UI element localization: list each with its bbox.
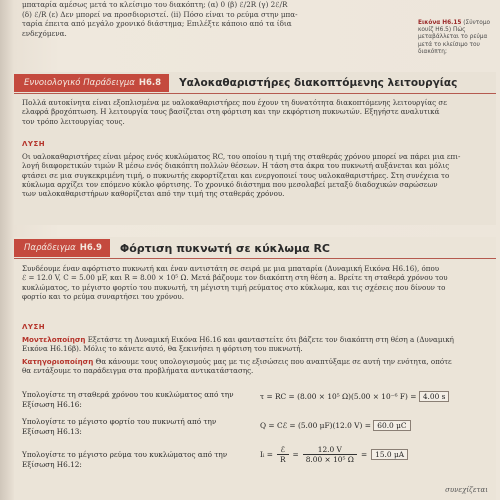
conceptual-example-box [14, 72, 496, 225]
fraction: $\frac{12.0 V}{\text{8.00 × 10⁵ Ω}}$ [303, 445, 357, 464]
calc-step-max-charge: Υπολογίστε το μέγιστο φορτίο του πυκνωτή από την Εξίσωση Η6.13: [22, 417, 217, 436]
continued-label: συνεχίζεται [445, 486, 488, 494]
formula-time-constant: τ = RC = (8.00 × 10⁵ Ω)(5.00 × 10⁻⁶ F) = 4.00 s [260, 391, 449, 402]
formula-max-current: Iᵢ = $\frac{\text{ℰ}}{R}$ = $\frac{12.0 V}{\text{8.00 × 10⁵ Ω}}$ = 15.0 μA [260, 445, 408, 464]
formula-max-charge: Q = Cℰ = (5.00 μF)(12.0 V) = 60.0 μC [260, 420, 411, 431]
example-intro: Πολλά αυτοκίνητα είναι εξοπλισμένα με υαλοκαθαριστήρες που έχουν τη δυνατότητα διακοπτόμενης λειτουργίας σε ελαφρά βροχόπτωση. Η λειτουργία τους βασίζεται στη φόρτιση και την εκφόρτιση πυκνωτών. Εξηγήστε αναλυτικά τον τρόπο λειτουργίας τους. [22, 98, 447, 126]
top-question-text: μπαταρία αμέσως μετά το κλείσιμο του διακόπτη; (α) 0 (β) ℰ/2R (γ) 2ℰ/R (δ) ℰ/R (ε) Δεν μπορεί να προσδιοριστεί. (ii) Πόσο είναι το ρεύμα στην μπα- ταρία έπειτα από μεγάλο χρονικό διάστημα; Επιλέξτε κάποιο από τα ίδια ενδεχόμενα. [22, 0, 298, 38]
header-rule [14, 93, 496, 94]
example-box [14, 237, 496, 500]
example-tag: Παράδειγμα Η6.9 [14, 239, 110, 257]
example-tag: Εννοιολογικό Παράδειγμα Η6.8 [14, 74, 169, 92]
modeling-step: Μοντελοποίηση Εξετάστε τη Δυναμική Εικόνα Η6.16 και φανταστείτε ότι βάζετε τον διακόπτη στη θέση a (Δυναμική Εικόνα Η6.16β). Μόλις το κάνετε αυτό, θα ξεκινήσει η φόρτιση του πυκνωτή. [22, 335, 454, 354]
example-header [14, 74, 496, 92]
calc-step-time-constant: Υπολογίστε τη σταθερά χρόνου του κυκλώματος από την Εξίσωση Η6.16: [22, 390, 234, 409]
figure-caption: Εικόνα Η6.15 (Σύντομο κουίζ Η6.5) Πώς μεταβάλλεται το ρεύμα μετά το κλείσιμο του διακόπτη; [418, 20, 491, 55]
example-title: Υαλοκαθαριστήρες διακοπτόμενης λειτουργίας [179, 77, 458, 89]
header-rule [14, 258, 496, 259]
solution-text: Οι υαλοκαθαριστήρες είναι μέρος ενός κυκλώματος RC, του οποίου η τιμή της σταθεράς χρόνου μπορεί να πάρει μια επι- λογή διαφορετικών τιμών R μέσω ενός διακόπτη πολλών θέσεων. Η τάση στα άκρα του πυκνωτή αυξάνεται και μόλις φτάσει σε μια συγκεκριμένη τιμή, ο πυκνωτής εκφορτίζεται και ενεργοποιεί τους υαλοκαθαριστήρες. Στη συνέχεια το κύκλωμα αρχίζει τον επόμενο κύκλο φόρτισης. Το χρονικό διάστημα που μεσολαβεί μεταξύ διαδοχικών σαρώσεων των υαλοκαθαριστήρων καθορίζεται από την τιμή της σταθεράς χρόνου. [22, 152, 461, 199]
categorization-step: Κατηγοριοποίηση Θα κάνουμε τους υπολογισμούς μας με τις εξισώσεις που αναπτύξαμε σε αυτή την ενότητα, οπότε θα εντάξουμε το παράδειγμα στα προβλήματα αντικατάστασης. [22, 357, 452, 376]
solution-label: ΛΥΣΗ [22, 323, 46, 331]
result-box: 60.0 μC [373, 420, 410, 431]
example-intro: Συνδέουμε έναν αφόρτιστο πυκνωτή και έναν αντιστάτη σε σειρά με μια μπαταρία (Δυναμική Εικόνα Η6.16), όπου ℰ = 12.0 V, C = 5.00 μF, και R = 8.00 × 10⁵ Ω. Μετά βάζουμε τον διακόπτη στη θέση a. Βρείτε τη σταθερά χρόνου του κυκλώματος, το μέγιστο φορτίο του πυκνωτή, τη μέγιστη τιμή ρεύματος στο κύκλωμα, και τις σχέσεις που δίνουν το φορτίο και το ρεύμα συναρτήσει του χρόνου. [22, 264, 448, 301]
example-header [14, 239, 496, 257]
example-title: Φόρτιση πυκνωτή σε κύκλωμα RC [119, 241, 331, 255]
calc-step-max-current: Υπολογίστε το μέγιστο ρεύμα του κυκλώματος από την Εξίσωση Η6.12: [22, 450, 228, 469]
result-box: 15.0 μA [371, 449, 408, 460]
result-box: 4.00 s [419, 391, 450, 402]
fraction: $\frac{\text{ℰ}}{R}$ [277, 445, 289, 464]
solution-label: ΛΥΣΗ [22, 140, 46, 148]
